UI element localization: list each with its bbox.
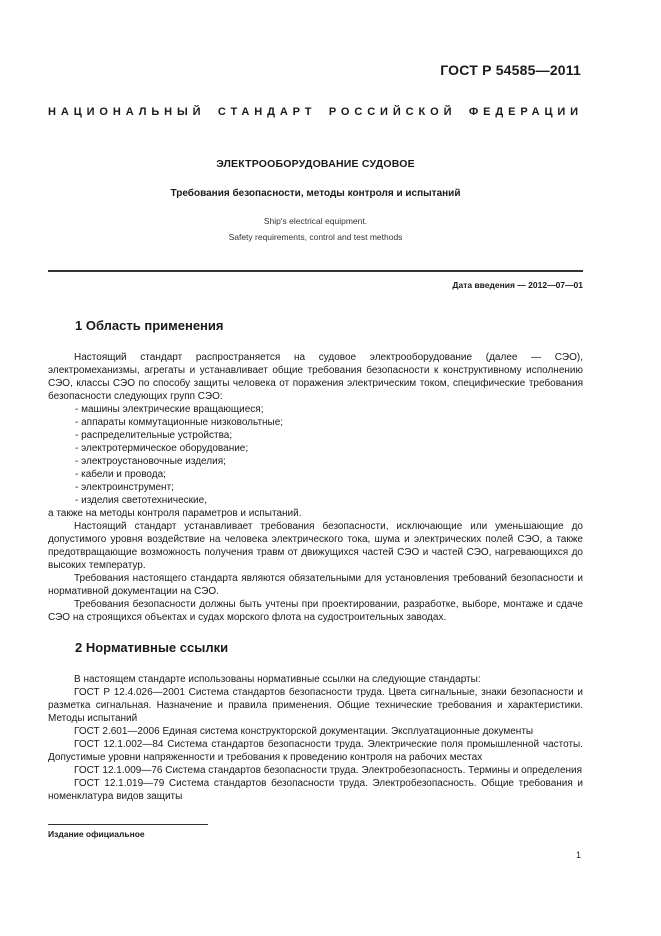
section-1-heading: 1 Область применения [75, 318, 224, 333]
normative-reference: ГОСТ 12.1.002—84 Система стандартов безопасности труда. Электрические поля промышленной частоты. Допустимые уровни напряженности и требования к проведению контроля на рабочих местах [48, 739, 583, 763]
english-title-line-2: Safety requirements, control and test methods [228, 232, 403, 242]
edition-label: Издание официальное [48, 829, 145, 839]
gost-code: ГОСТ Р 54585—2011 [440, 62, 581, 78]
section-2-heading: 2 Нормативные ссылки [75, 640, 229, 655]
list-item: - электроустановочные изделия; [75, 456, 226, 467]
equipment-group-list [48, 403, 583, 507]
footer-divider [48, 824, 208, 825]
document-body [48, 318, 583, 803]
section-1-after-list: а также на методы контроля параметров и испытаний. [48, 508, 302, 519]
list-item: - электроинструмент; [75, 482, 174, 493]
national-standard-banner: НАЦИОНАЛЬНЫЙ СТАНДАРТ РОССИЙСКОЙ ФЕДЕРАЦИИ [48, 106, 583, 118]
page-number: 1 [575, 850, 581, 860]
section-2-intro: В настоящем стандарте использованы нормативные ссылки на следующие стандарты: [74, 674, 481, 685]
normative-reference: ГОСТ 12.1.009—76 Система стандартов безопасности труда. Электробезопасность. Термины и определения [74, 765, 583, 776]
section-1-paragraph-4: Требования безопасности должны быть учтены при проектировании, разработке, выборе, монтаже и сдаче СЭО на строящихся объектах и судах морского флота на судостроительных заводах. [48, 599, 583, 623]
document-title: ЭЛЕКТРООБОРУДОВАНИЕ СУДОВОЕ [216, 158, 415, 170]
document-subtitle: Требования безопасности, методы контроля и испытаний [170, 188, 461, 199]
list-item: - электротермическое оборудование; [75, 443, 249, 454]
list-item: - машины электрические вращающиеся; [75, 404, 264, 415]
english-title [48, 213, 583, 245]
normative-reference: ГОСТ 12.1.019—79 Система стандартов безопасности труда. Электробезопасность. Общие требования и номенклатура видов защиты [48, 778, 583, 802]
english-title-line-1: Ship's electrical equipment. [263, 216, 368, 226]
section-1-paragraph-2: Настоящий стандарт устанавливает требования безопасности, исключающие или уменьшающие до допустимого уровня воздействие на человека электрического тока, шума и электрических полей СЭО, а также предотвращающие возможность получения травм от движущихся частей СЭО и частей СЭО, нагревающихся до высоких температур. [48, 521, 583, 571]
list-item: - кабели и провода; [75, 469, 166, 480]
list-item: - аппараты коммутационные низковольтные; [75, 417, 284, 428]
section-1-paragraph-3: Требования настоящего стандарта являются обязательными для установления требований безопасности и нормативной документации на СЭО. [48, 573, 583, 597]
list-item: - изделия светотехнические, [75, 495, 207, 506]
header-divider [48, 270, 583, 272]
list-item: - распределительные устройства; [75, 430, 233, 441]
normative-reference: ГОСТ Р 12.4.026—2001 Система стандартов безопасности труда. Цвета сигнальные, знаки безопасности и разметка сигнальная. Назначение и правила применения. Общие технические требования и характеристики. Методы испытаний [48, 687, 583, 724]
normative-reference: ГОСТ 2.601—2006 Единая система конструкторской документации. Эксплуатационные документы [74, 726, 534, 737]
section-1-paragraph-1: Настоящий стандарт распространяется на судовое электрооборудование (далее — СЭО), электромеханизмы, агрегаты и устанавливает общие требования безопасности к конструктивному исполнению СЭО, классы СЭО по способу защиты человека от поражения электрическим током, специфические требования безопасности следующих групп СЭО: [48, 352, 583, 402]
introduction-date: Дата введения — 2012—07—01 [452, 280, 583, 290]
